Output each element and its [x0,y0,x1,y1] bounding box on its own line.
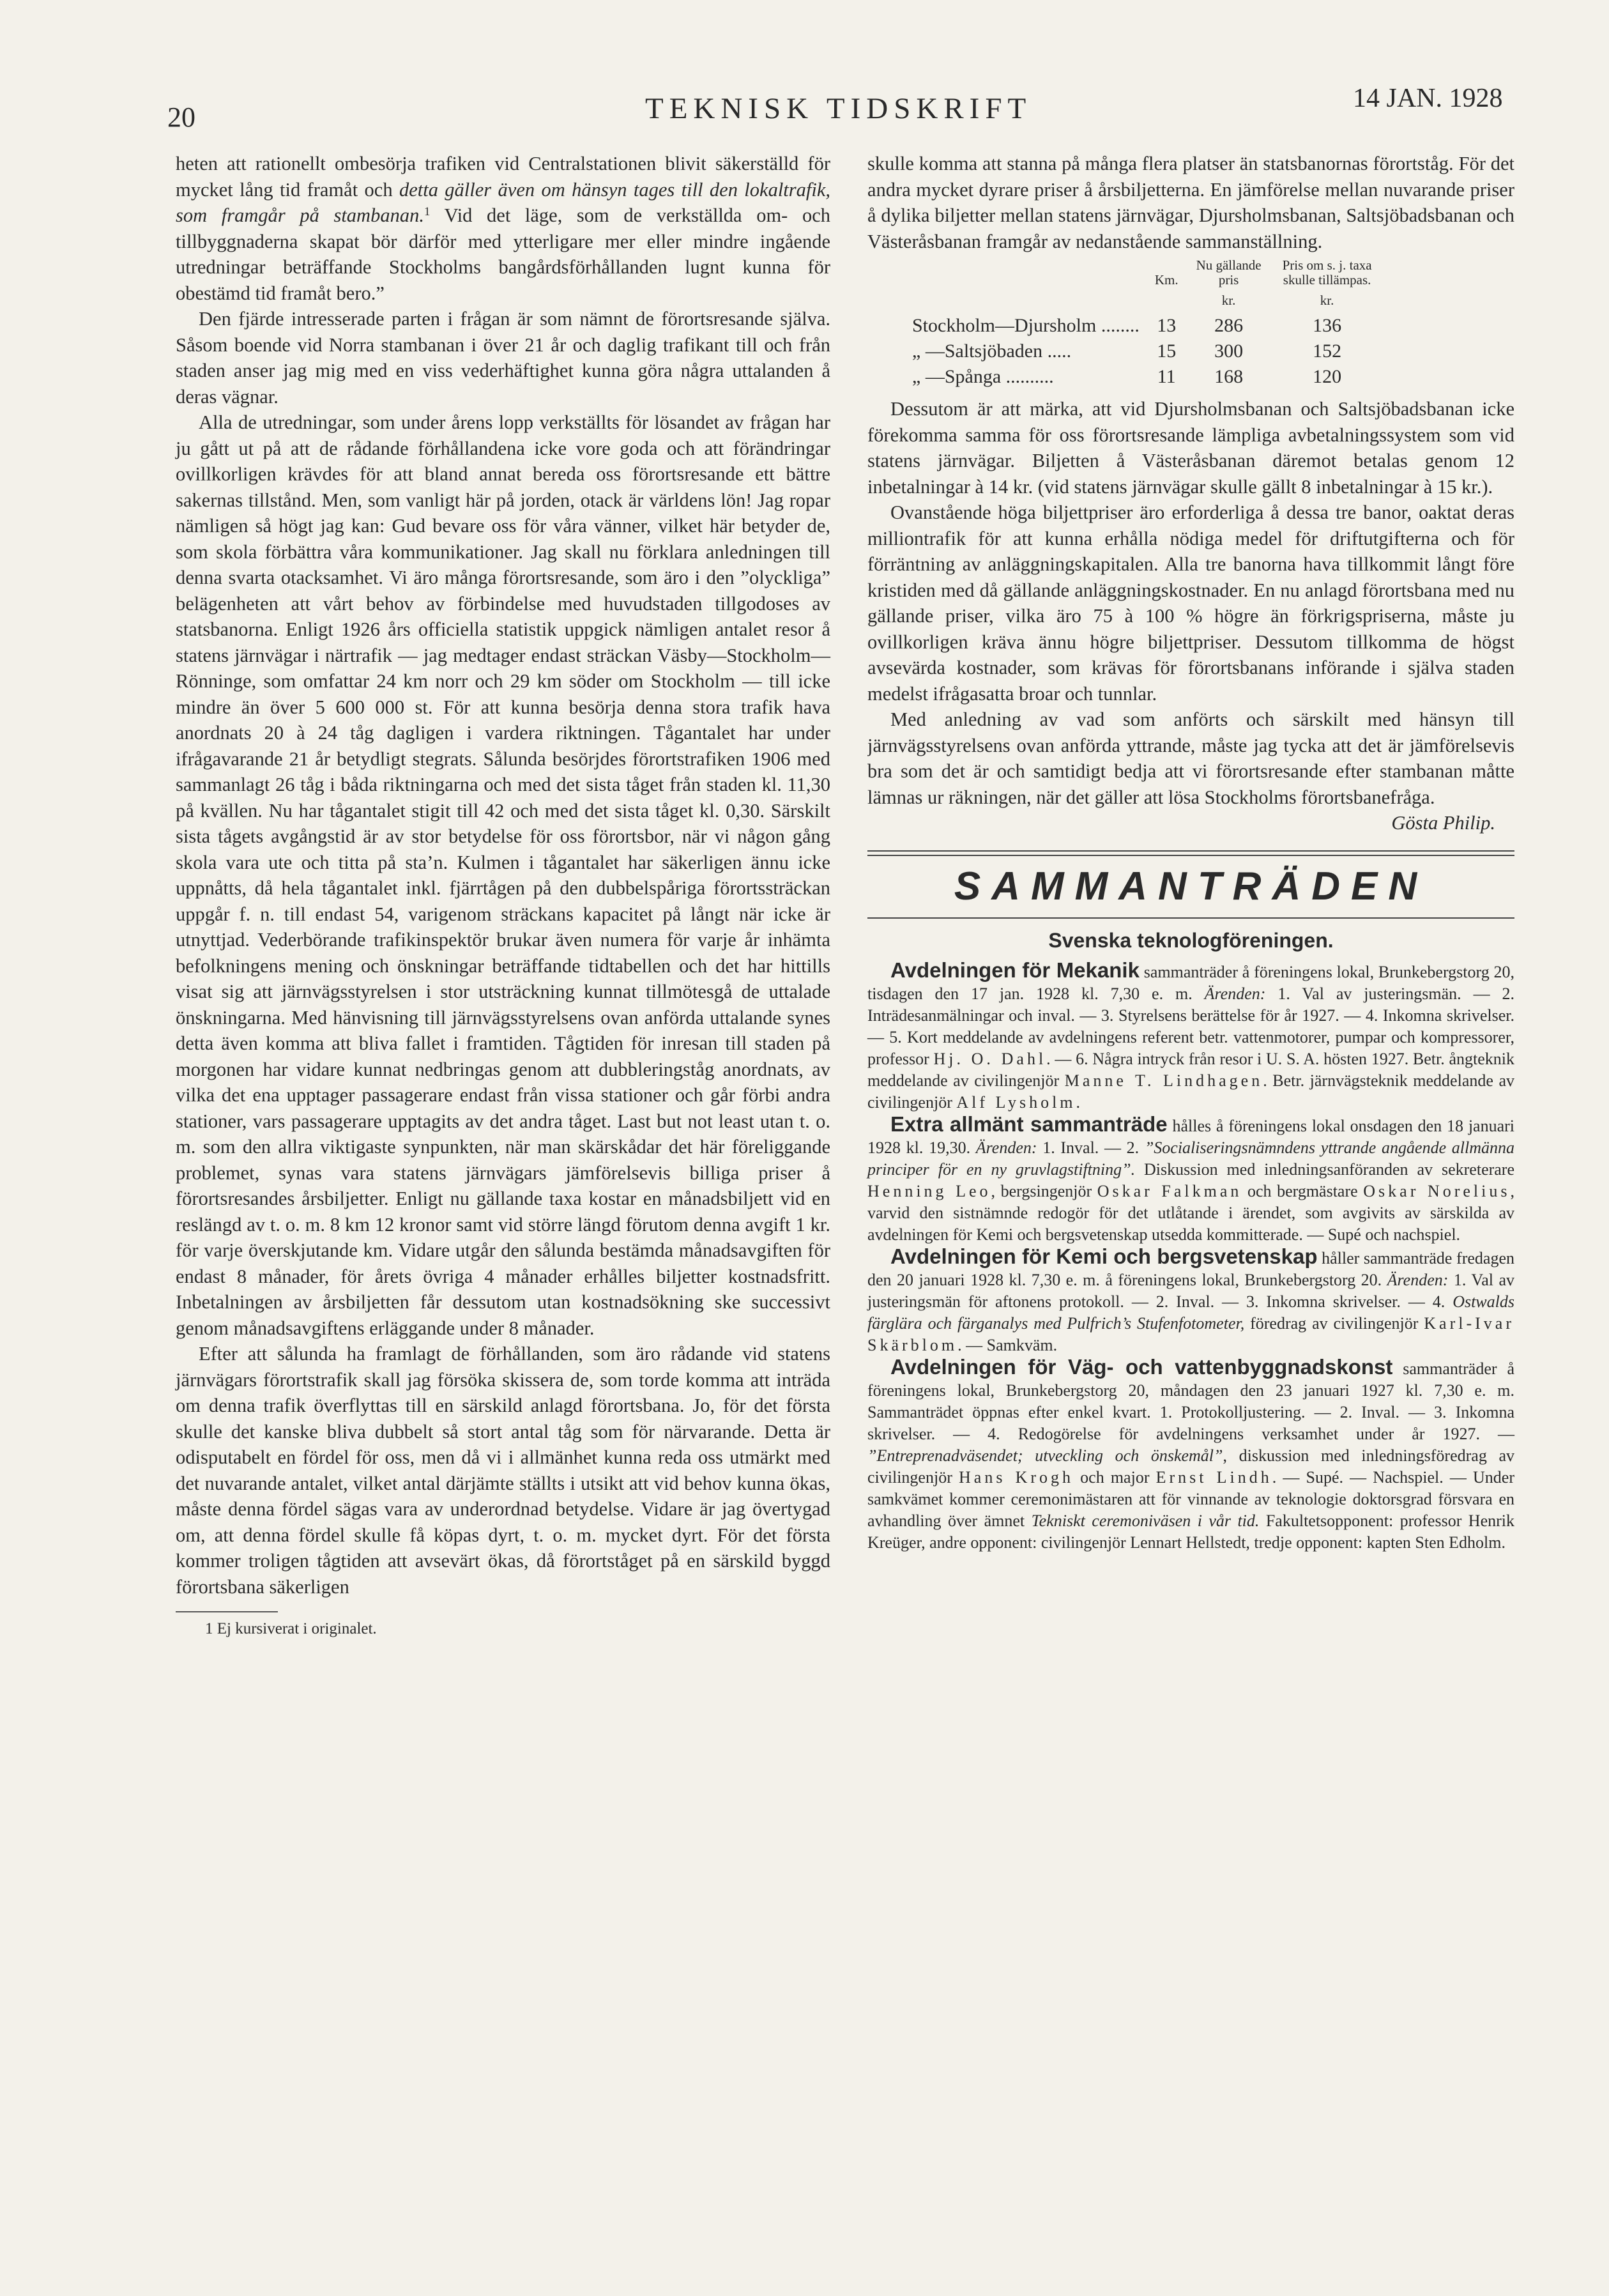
text-run: 1. Inval. — 2. [1037,1138,1145,1157]
text-run: Efter att sålunda ha framlagt de förhållanden, som äro rådande vid statens järnvägars förortstrafik skall jag försöka skissera de, som torde komma att inträda om denna trafik överflyttas till en särskild anlagd förortsbana. Jo, för det första skulle det kanske bliva dubbelt så stort antal tåg som för närvarande. Detta är odisputabelt en fördel för oss, men då vi i allmänhet kunna reda oss utmärkt med det nuvarande antalet, vilket antal därjämte ställts i utsikt att vid behov kunna ökas, måste denna fördel sägas vara av underordnad betydelse. Vidare är jag övertygad om, att denna fördel skulle få köpas dyrt, t. o. m. mycket dyrt. För det första kommer troligen tågtiden att avsevärt ökas, då förortståget på en särskild byggd förortsbana säkerligen [176,1343,830,1598]
article-paragraph [176,1341,830,1600]
text-run: 1. Val av justeringsmän för aftonens protokoll. — 2. Inval. — 3. Inkomna skrivelser. — 4. [867,1271,1515,1311]
km-cell: 15 [1157,341,1177,362]
article-paragraph [867,707,1514,836]
paragraph-text: Dessutom är att märka, att vid Djursholmsbanan och Saltsjöbadsbanan icke förekomma samma för oss förortsresande lämpliga avbetalningssystem som vid statens järnvägar. Biljetten å Västeråsbanan däremot betalas genom 12 inbetalningar à 14 kr. (vid statens järnvägar skulle gällt 8 inbetalningar à 15 kr.). [867,398,1514,498]
text-run: heten att rationellt ombesörja trafiken vid Centralstationen blivit säkerställd för mycket lång tid framåt och [176,153,830,201]
sj-price-cell: 120 [1313,366,1342,387]
footnote: 1 Ej kursiverat i originalet. [205,1620,377,1637]
text-run: sammanträder å föreningens lokal, Brunkebergstorg 20, tisdagen den 17 jan. 1928 kl. 7,30 e. m. [867,963,1514,1003]
meeting-heading: Avdelningen för Väg- och vattenbyggnadskonst [890,1355,1393,1379]
person-name: Henning Leo [867,1182,991,1200]
meeting-heading: Avdelningen för Kemi och bergsvetenskap [890,1244,1318,1268]
footnote-marker: 1 [423,205,431,218]
issue-date: 14 JAN. 1928 [1353,84,1503,113]
col-header-sj-price: Pris om s. j. taxa skulle tillämpas. [1282,257,1372,287]
text-run: Ärenden: [1204,984,1266,1003]
person-name: Oskar Norelius [1363,1182,1511,1200]
text-run: . Betr. järnvägsteknik meddelande av civilingenjör [867,1071,1514,1112]
meeting-notices [867,960,1514,1554]
text-run: håller sammanträde fredagen den 20 januari 1928 kl. 7,30 e. m. å föreningens lokal, Brunkebergstorg 20. [867,1249,1514,1289]
text-run: . — Samkväm. [957,1336,1058,1354]
fare-comparison-table [904,258,1383,390]
article-paragraph [176,409,830,1341]
person-name: Alf Lysholm [956,1093,1076,1112]
article-paragraph [867,396,1514,500]
route-cell: „ —Spånga .......... [912,366,1054,387]
text-run: . — 6. Några intryck från resor i U. S. A. hösten 1927. Betr. ångteknik meddelande av civilingenjör [867,1050,1514,1090]
footnote-divider [176,1611,278,1612]
section-title: SAMMANTRÄDEN [954,864,1428,908]
person-name: Hans Krogh [959,1468,1074,1487]
text-run: Vid det läge, som de verkställda om- och tillbyggnaderna skapat bör därför med ytterligare mer eller mindre ingående utredningar beträffande Stockholms bangårdsförhållanden lugnt kunna för obestämd tid framåt bero.” [176,204,830,304]
article-paragraph [176,306,830,409]
text-run: ”Socialiseringsnämndens yttrande angående allmänna principer för en ny gruvlagstiftning”. [867,1138,1514,1179]
page-number: 20 [167,102,195,133]
table-row [904,364,1383,390]
text-run: Fakultetsopponent: professor Henrik Kreüger, andre opponent: civilingenjör Lennart Hellstedt, tredje opponent: kapten Sten Edholm. [867,1512,1514,1552]
text-run: och major [1074,1468,1156,1487]
article-paragraph [867,500,1514,707]
right-column [867,151,1514,1554]
col-header-km: Km. [1154,272,1178,287]
paragraph-text: Med anledning av vad som anförts och särskilt med hänsyn till järnvägsstyrelsens ovan anförda yttrande, måste jag tycka att det är jämförelsevis bra som det är och samtidigt bedja att vi förortsresande efter stambanan måtte lämnas ur räkningen, när det gäller att lösa Stockholms förortsbanefråga. [867,708,1514,808]
article-left-text [176,151,830,1600]
text-run: , diskussion med inledningsföredrag av civilingenjör [867,1446,1514,1487]
table-header-row [904,258,1383,287]
society-heading: Svenska teknologföreningen. [1048,928,1334,952]
km-cell: 11 [1157,366,1176,387]
text-run: hålles å föreningens lokal onsdagen den 18 januari 1928 kl. 19,30. [867,1117,1515,1157]
text-run: detta gäller även om hänsyn tages till den lokaltrafik, som framgår på stambanan. [176,178,830,226]
text-run: Ärenden: [975,1138,1037,1157]
person-name: Oskar Falkman [1097,1182,1242,1200]
left-column [176,151,830,1639]
text-run: sammanträder å föreningens lokal, Brunkebergstorg 20, måndagen den 23 januari 1927 kl. 7,30 e. m. Sammanträdet öppnas efter enkel kvart. 1. Protokolljustering. — 2. Inval. — 3. Inkomna skrivelser. — 4. Redogörelse för avdelningens verksamhet under år 1927. — [867,1359,1514,1443]
text-run: Ostwalds färglära och färganalys med Pulfrich’s Stufenfotometer, [867,1292,1514,1333]
table-row [904,339,1383,364]
person-name: Ernst Lindh [1155,1468,1272,1487]
person-name: Hj. O. Dahl [933,1050,1047,1068]
text-run: , bergsingenjör [991,1182,1097,1200]
text-run: föredrag av civilingenjör [1244,1314,1424,1333]
text-run: 1. Val av justeringsmän. — 2. Inträdesanmälningar och inval. — 3. Styrelsens berättelse för år 1927. — 4. Inkomna skrivelser. — 5. Kort meddelande av avdelningens referent betr. vattenmotorer, pumpar och kompressorer, professor [867,984,1514,1068]
unit-sj: kr. [1320,293,1334,308]
text-run: Tekniskt ceremoniväsen i vår tid. [1031,1512,1260,1530]
meeting-notice [867,960,1514,1114]
meeting-heading: Extra allmänt sammanträde [890,1112,1168,1136]
route-cell: Stockholm—Djursholm ........ [912,315,1140,336]
meeting-heading: Avdelningen för Mekanik [890,958,1140,982]
text-run: . — Supé. — Nachspiel. — Under samkvämet kommer ceremonimästaren att för vinnande av teknologie doktorsgrad försvara en avhandling över ämnet [867,1468,1515,1530]
route-cell: „ —Saltsjöbaden ..... [912,341,1072,362]
article-continuation: skulle komma att stanna på många flera platser än statsbanornas förortståg. För det andra mycket dyrare priser å årsbiljetterna. En jämförelse mellan nuvarande priser å dylika biljetter mellan statens järnvägar, Djursholmsbanan, Saltsjöbadsbanan och Västeråsbanan framgår av nedanstående sammanställning. [867,153,1514,252]
meeting-notice [867,1356,1514,1554]
article-paragraph [176,151,830,306]
table-row [904,313,1383,339]
text-run: ”Entreprenadväsendet; utveckling och önskemål” [867,1446,1223,1465]
current-price-cell: 300 [1214,341,1244,362]
meeting-notice [867,1246,1514,1356]
text-run: , varvid den sistnämnde redogör för det utlåtande i ärendet, som avgivits av särskilda av avdelningen för Kemi och bergsvetenskap utsedda kommitterade. — Supé och nachspiel. [867,1182,1514,1244]
unit-current: kr. [1221,293,1236,308]
text-run: Den fjärde intresserade parten i frågan är som nämnt de förortsresande själva. Såsom boende vid Norra stambanan i över 21 år och daglig trafikant till och från staden anser jag mig med en viss vederhäftighet kunna göra några uttalanden å deras vägnar. [176,308,830,408]
text-run: och bergmästare [1242,1182,1364,1200]
author-signature: Gösta Philip. [1391,812,1495,834]
journal-title: TEKNISK TIDSKRIFT [645,92,1032,125]
text-run: . [1076,1093,1081,1112]
section-divider-top [867,850,1514,856]
article-right-text [867,396,1514,836]
sj-price-cell: 136 [1313,315,1342,336]
person-name: Manne T. Lindhagen [1064,1071,1263,1090]
km-cell: 13 [1157,315,1177,336]
person-name: Karl-Ivar Skärblom [867,1314,1514,1354]
text-run: Ärenden: [1387,1271,1449,1289]
text-run: Alla de utredningar, som under årens lopp verkställts för lösandet av frågan har ju gått ut på att de rådande förhållandena icke vore goda och att förändringar ovillkorligen krävdes för att bland annat bereda oss förortsresande ett bättre sakernas tillstånd. Men, som vanligt här på jorden, otack är världens lön! Jag ropar nämligen så högt jag kan: Gud bevare oss för våra vänner, vilket här betyder de, som skola förbättra våra kommunikationer. Jag skall nu förklara anledningen till denna svarta otacksamhet. Vi äro många förortsresande, som äro i den ”olyckliga” belägenheten att vårt behov av förbindelse med huvudstaden tillgodoses av statsbanorna. Enligt 1926 års officiella statistik uppgick nämligen antalet resor å statens järnvägar i närtrafik — jag medtager endast sträckan Väsby—Stockholm—Rönninge, som omfattar 24 km norr och 29 km söder om Stockholm — till icke mindre än över 5 600 000 st. För att kunna besörja denna stora trafik hava anordnats 20 à 24 tåg dagligen i vardera riktningen. Tågantalet har under ifrågavarande 21 år betydligt stegrats. Sålunda besörjdes förortstrafiken 1906 med sammanlagt 26 tåg i båda riktningarna och med det sista tåget från staden kl. 11,30 på kvällen. Nu har tågantalet stigit till 42 och med det sista tåget kl. 0,30. Särskilt sista tågets avgångstid är av stor betydelse för oss förortsbor, när vi någon gång skola vara ute och titta på sta’n. Kulmen i tågantalet har säkerligen ännu icke uppnåtts, då hela tågantalet inkl. fjärrtågen på den dubbelspåriga förortssträckan uppgår f. n. till endast 54, varigenom sträckans kapacitet på långt när icke är utnyttjad. Vederbörande trafikinspektör brukar även numera för varje år inhämta befolkningens mening och önskningar beträffande tidtabellen och det har hittills visat sig att järnvägsstyrelsen i stor utsträckning kunnat tillmötesgå de uttalade önskningarna. Med hänvisning till järnvägsstyrelsens ovan anförda uttalande synes detta även komma att bliva fallet i framtiden. Tågtiden för inresan till staden på morgonen har vidare kunnat nedbringas genom att dubbleringståg anordnats, av vilka det ena upptager passagerare endast från vissa stationer och går förbi andra stationer, vars passagerare upptagits av det andra tåget. Last but not least utan t. o. m. som den allra viktigaste synpunkten, när man skärskådar det här föreliggande problemet, synas vara statens järnvägars jämförelsevis billiga priser å förortsresandes årsbiljetter. Enligt nu gällande taxa kostar en månadsbiljett vid en reslängd av t. o. m. 8 km 12 kronor samt vid större längd förutom denna avgift 1 kr. för varje överskjutande km. Vidare utgår den sålunda bestämda månadsavgiften för endast 8 månader, för årets övriga 4 månader erhålles biljetter kostnadsfritt. Inbetalningen av årsbiljetten får dessutom utan kostnadsökning ske successivt genom månadsavgiftens erläggande under 8 månader. [176,411,830,1339]
sj-price-cell: 152 [1313,341,1342,362]
col-header-current-price: Nu gällande pris [1196,257,1262,287]
current-price-cell: 168 [1214,366,1244,387]
current-price-cell: 286 [1214,315,1244,336]
table-units-row [904,287,1383,313]
meeting-notice [867,1114,1514,1246]
text-run: Diskussion med inledningsanföranden av sekreterare [1135,1160,1514,1179]
paragraph-text: Ovanstående höga biljettpriser äro erforderliga å dessa tre banor, oaktat deras milliontrafik för att kunna erhålla nödiga medel för driftutgifterna och för förräntning av anläggningskapitalen. Alla tre banorna hava tillkommit långt före kristiden med då gällande anläggningskostnader. En nu anlagd förortsbana med nu gällande priser, vilka äro 75 à 100 % högre än förkrigspriserna, måste ju ovillkorligen kräva ännu högre biljettpriser. Dessutom tillkomma de högst avsevärda kostnader, som krävas för förortsbanans införande i själva staden medelst ifrågasatta broar och tunnlar. [867,501,1514,705]
section-divider-bottom [867,917,1514,919]
